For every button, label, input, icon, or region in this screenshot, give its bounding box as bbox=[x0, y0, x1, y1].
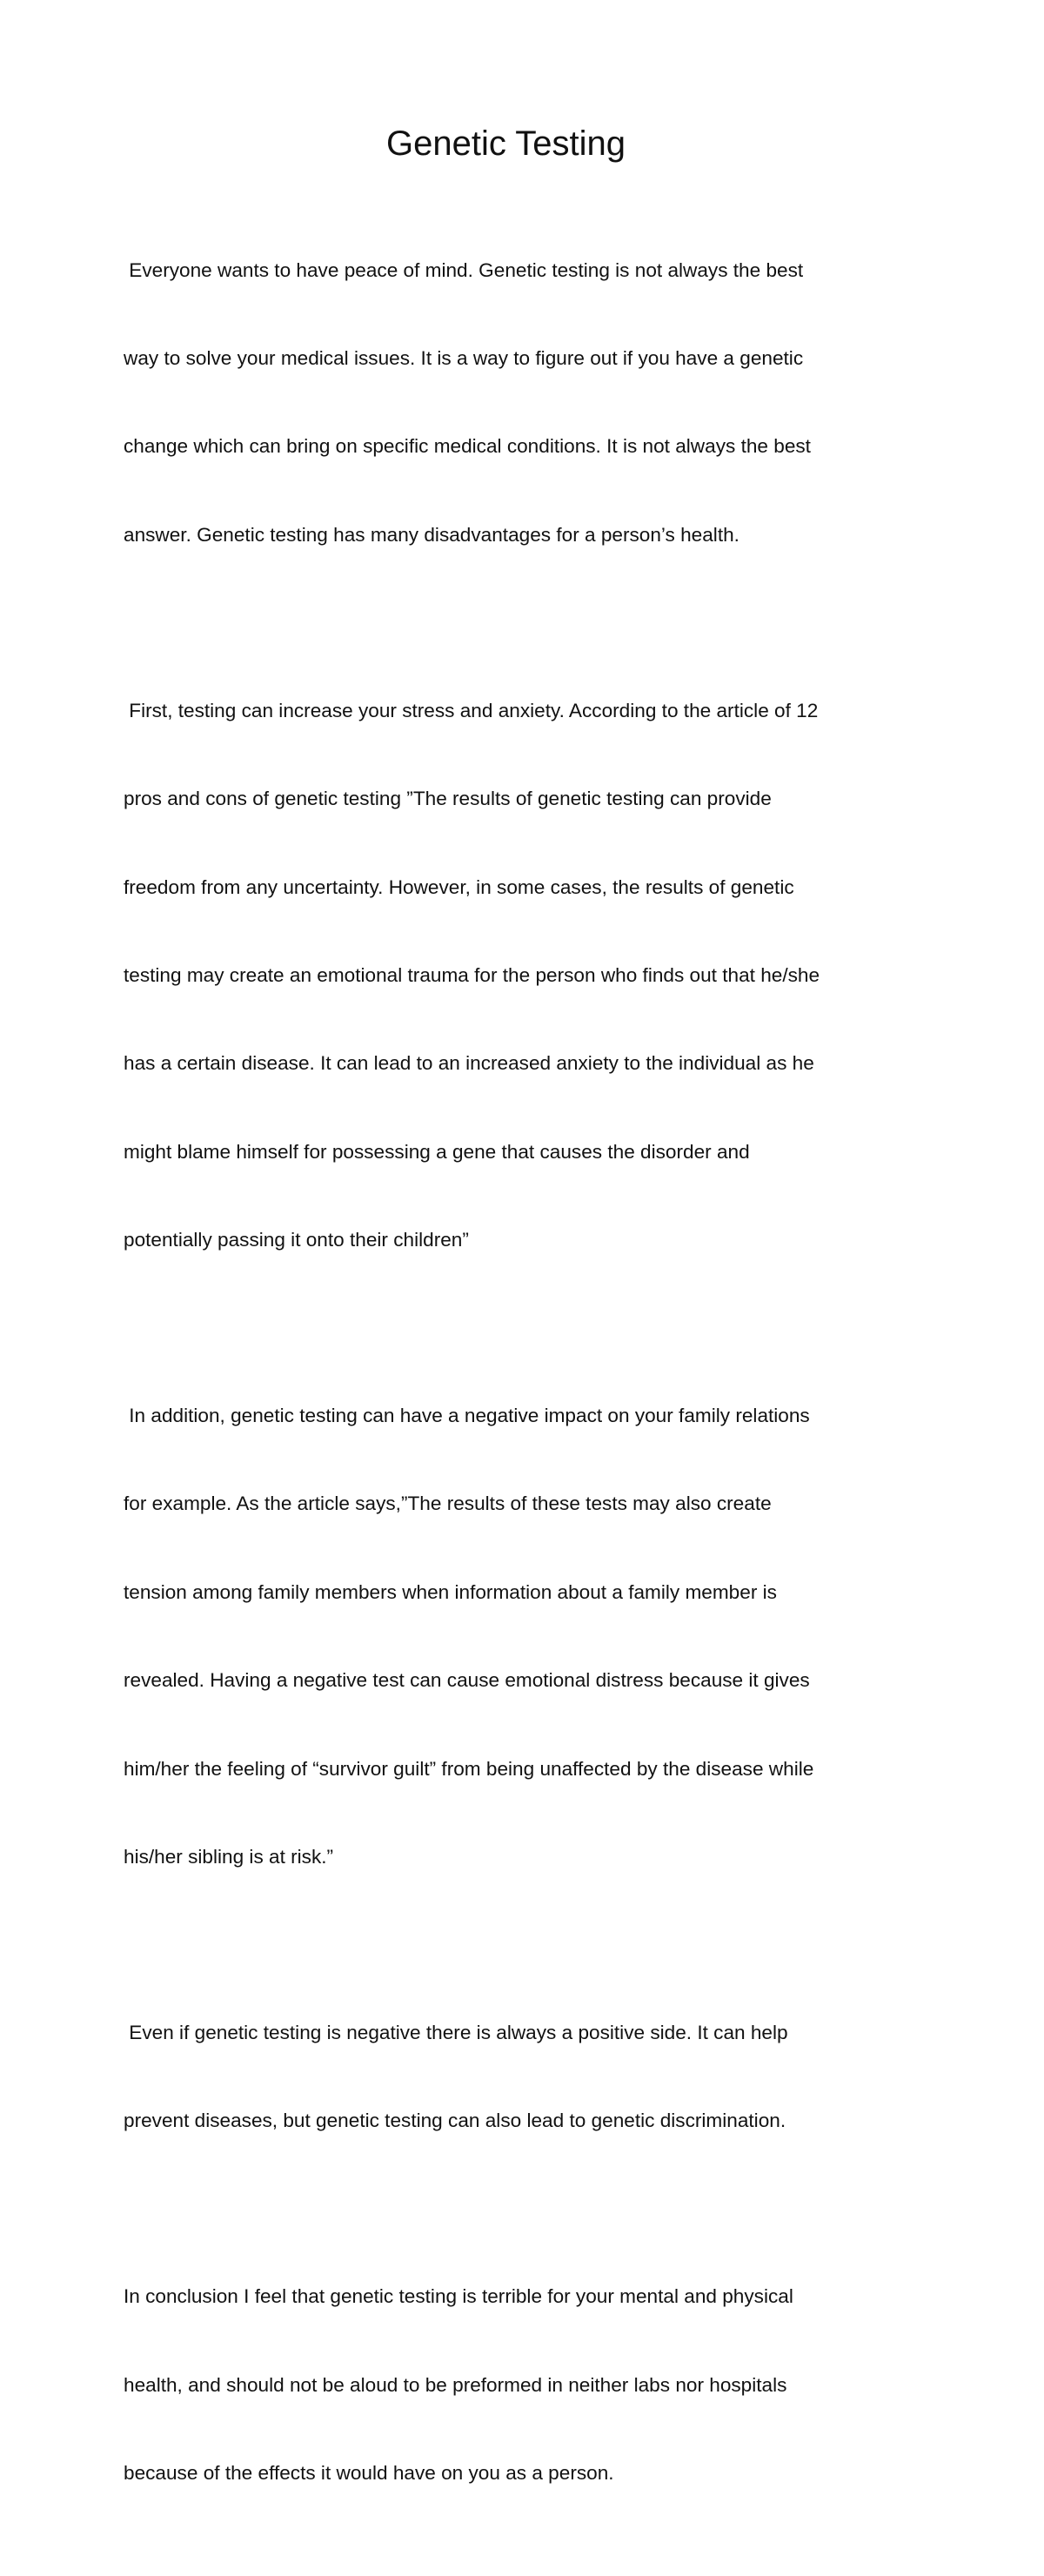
text-line: has a certain disease. It can lead to an increased anxiety to the individual as he bbox=[124, 1052, 814, 1075]
text-line: tension among family members when information about a family member is bbox=[124, 1580, 777, 1603]
text-line: In addition, genetic testing can have a negative impact on your family relations bbox=[124, 1405, 810, 1427]
text-line: because of the effects it would have on you as a person. bbox=[124, 2462, 614, 2485]
text-line: change which can bring on specific medical conditions. It is not always the best bbox=[124, 435, 811, 458]
paragraph-intro bbox=[124, 197, 924, 608]
text-line: revealed. Having a negative test can cause emotional distress because it gives bbox=[124, 1669, 810, 1692]
text-line: pros and cons of genetic testing ”The results of genetic testing can provide bbox=[124, 788, 772, 810]
text-line: potentially passing it onto their children” bbox=[124, 1229, 469, 1251]
paragraph-family-relations bbox=[124, 1342, 924, 1930]
text-line: answer. Genetic testing has many disadvantages for a person’s health. bbox=[124, 523, 740, 546]
text-line: way to solve your medical issues. It is a way to figure out if you have a genetic bbox=[124, 346, 804, 369]
text-line: his/her sibling is at risk.” bbox=[124, 1846, 334, 1868]
text-line: Everyone wants to have peace of mind. Genetic testing is not always the best bbox=[124, 258, 804, 281]
document-body bbox=[124, 197, 924, 2576]
text-line: prevent diseases, but genetic testing can also lead to genetic discrimination. bbox=[124, 2110, 786, 2132]
text-line: might blame himself for possessing a gene that causes the disorder and bbox=[124, 1140, 750, 1163]
paragraph-conclusion bbox=[124, 2224, 924, 2547]
text-line: testing may create an emotional trauma for the person who finds out that he/she bbox=[124, 963, 820, 986]
text-line: for example. As the article says,”The results of these tests may also create bbox=[124, 1493, 772, 1515]
text-line: In conclusion I feel that genetic testing is terrible for your mental and physical bbox=[124, 2285, 793, 2308]
text-line: freedom from any uncertainty. However, in some cases, the results of genetic bbox=[124, 875, 794, 898]
paragraph-positive-side bbox=[124, 1959, 924, 2194]
paragraph-stress-anxiety bbox=[124, 637, 924, 1313]
document-title: Genetic Testing bbox=[386, 124, 626, 163]
text-line: Even if genetic testing is negative there is always a positive side. It can help bbox=[124, 2022, 788, 2044]
text-line: him/her the feeling of “survivor guilt” from being unaffected by the disease while bbox=[124, 1757, 814, 1780]
text-line: health, and should not be aloud to be preformed in neither labs nor hospitals bbox=[124, 2373, 787, 2396]
text-line: First, testing can increase your stress and anxiety. According to the article of 12 bbox=[124, 699, 819, 721]
